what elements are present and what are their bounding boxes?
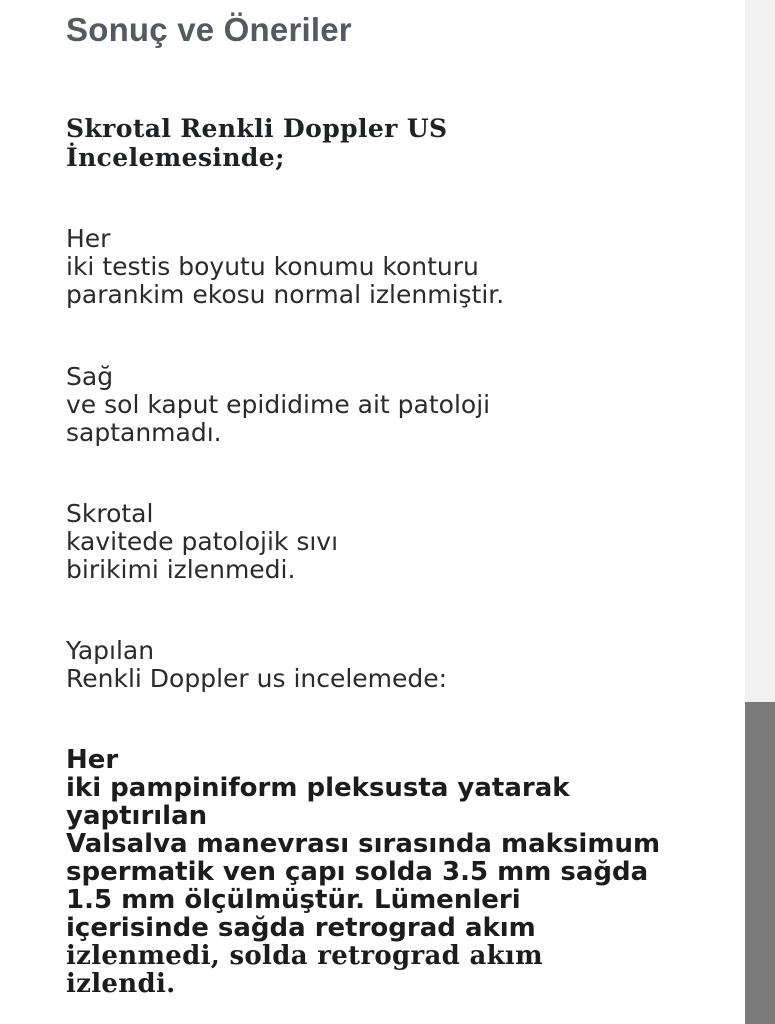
findings-line: izlendi. — [66, 969, 176, 999]
scrollbar-track[interactable] — [745, 0, 775, 1024]
page-title: Sonuç ve Öneriler — [66, 11, 352, 48]
findings-line: iki pampiniform pleksusta yatarak — [66, 773, 570, 803]
finding-paragraph-epididim — [66, 363, 490, 447]
findings-line: spermatik ven çapı solda 3.5 mm sağda — [66, 857, 649, 887]
paragraph-line: Yapılan — [66, 636, 155, 665]
paragraph-line: saptanmadı. — [66, 418, 222, 447]
findings-line: Her — [66, 745, 119, 775]
paragraph-line: ve sol kaput epididime ait patoloji — [66, 390, 491, 419]
document-body — [66, 0, 726, 1024]
paragraph-line: Her — [66, 224, 111, 253]
subheading-line: İncelemesinde; — [66, 143, 285, 172]
findings-line: yaptırılan — [66, 801, 208, 831]
finding-paragraph-doppler-intro — [66, 637, 447, 693]
scrollbar-thumb[interactable] — [745, 702, 775, 1024]
paragraph-line: Renkli Doppler us incelemede: — [66, 664, 448, 693]
findings-line: izlenmedi, solda retrograd akım — [66, 941, 543, 971]
paragraph-line: Sağ — [66, 362, 114, 391]
paragraph-line: kavitede patolojik sıvı — [66, 527, 339, 556]
paragraph-line: Skrotal — [66, 499, 154, 528]
paragraph-line: iki testis boyutu konumu konturu — [66, 252, 479, 281]
subheading-line: Skrotal Renkli Doppler US — [66, 114, 448, 143]
finding-paragraph-testis — [66, 225, 504, 309]
doppler-findings — [66, 746, 660, 998]
finding-paragraph-skrotal — [66, 500, 338, 584]
findings-line: 1.5 mm ölçülmüştür. Lümenleri — [66, 885, 521, 915]
paragraph-line: birikimi izlenmedi. — [66, 555, 296, 584]
findings-line: Valsalva manevrası sırasında maksimum — [66, 829, 661, 859]
section-subheading — [66, 114, 448, 172]
paragraph-line: parankim ekosu normal izlenmiştir. — [66, 280, 505, 309]
findings-line: içerisinde sağda retrograd akım — [66, 913, 536, 943]
